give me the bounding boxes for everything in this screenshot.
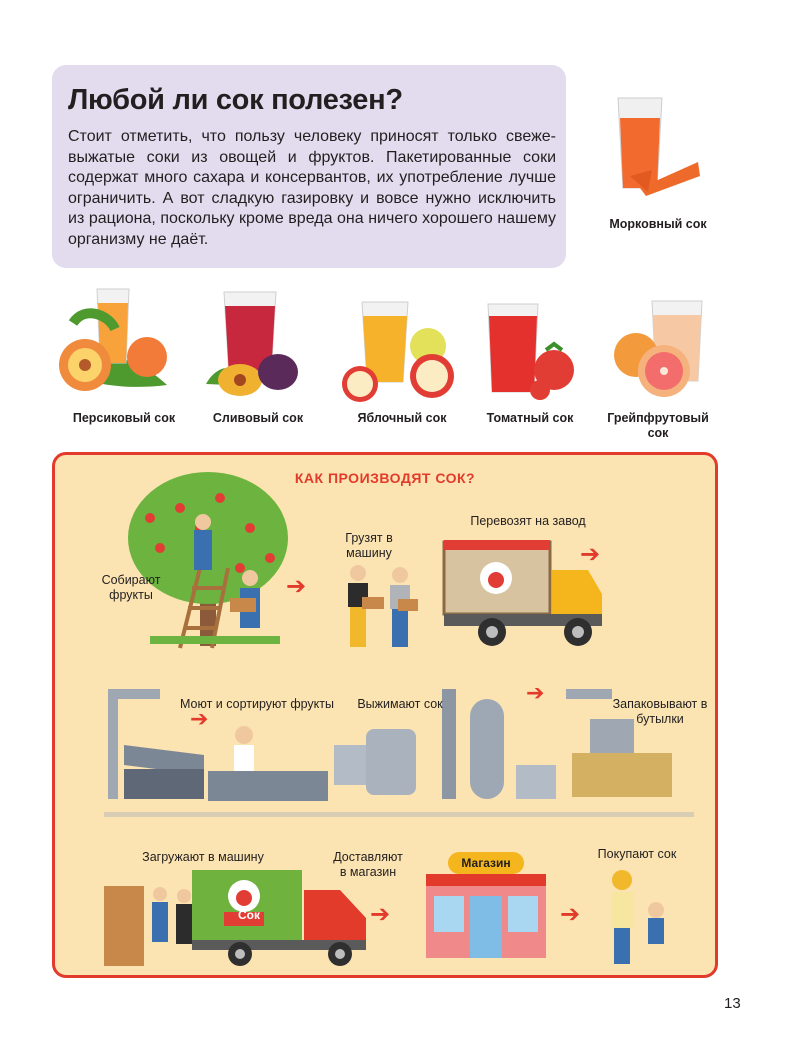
juice-label-carrot: Морковный сок <box>609 217 707 231</box>
juice-label-plum: Сливовый сок <box>212 411 304 425</box>
juice-label-apple: Яблочный сок <box>357 411 447 425</box>
grapefruit-juice-illustration <box>606 297 712 402</box>
arrow-right-icon: ➔ <box>286 573 307 600</box>
step-buy: Покупают сок <box>597 847 677 861</box>
production-title: КАК ПРОИЗВОДЯТ СОК? <box>294 470 476 486</box>
arrow-right-icon: ➔ <box>526 680 545 705</box>
peach-juice-illustration <box>55 285 175 400</box>
step-deliver: Доставляют в магазин <box>333 850 403 879</box>
carrot-juice-illustration <box>600 92 710 204</box>
step-transport: Перевозят на завод <box>470 514 586 528</box>
juice-label-peach: Персиковый сок <box>72 411 176 425</box>
info-text: Стоит отметить, что пользу человеку приносят только свеже-выжатые соки из овощей и фруктов. Пакетированные соки содержат много сахара и консервантов, их употребление лучше ограничить. А вот сладкую газировку и вовсе нужно исключить из рациона, поскольку кроме вреда она ничего хорошего нашему организму не даёт. <box>68 128 556 248</box>
arrow-right-icon: ➔ <box>560 901 581 928</box>
arrow-right-icon: ➔ <box>190 706 209 731</box>
tomato-juice-illustration <box>480 300 580 402</box>
info-title: Любой ли сок полезен? <box>68 84 403 116</box>
step-harvest: Собирают фрукты <box>101 573 161 602</box>
step-press: Выжимают сок <box>357 697 443 711</box>
arrow-right-icon: ➔ <box>370 901 391 928</box>
step-wash-sort: Моют и сортируют фрукты <box>179 697 334 711</box>
apple-juice-illustration <box>340 298 460 403</box>
page-number: 13 <box>724 995 741 1012</box>
plum-juice-illustration <box>200 288 310 400</box>
floor-line <box>104 812 694 817</box>
step-bottle: Запаковывают в бутылки <box>612 697 708 726</box>
juice-label-tomato: Томатный сок <box>486 411 574 425</box>
apple-tree-illustration <box>120 468 300 656</box>
juice-label-grapefruit: Грейпфрутовый сок <box>607 411 709 440</box>
customers-illustration <box>604 868 674 970</box>
arrow-right-icon: ➔ <box>580 541 601 568</box>
step-load-delivery: Загружают в машину <box>142 850 264 864</box>
workers-illustration <box>340 563 420 655</box>
truck-label: Сок <box>237 908 260 922</box>
step-load-truck: Грузят в машину <box>345 531 393 560</box>
store-sign: Магазин <box>461 856 511 870</box>
